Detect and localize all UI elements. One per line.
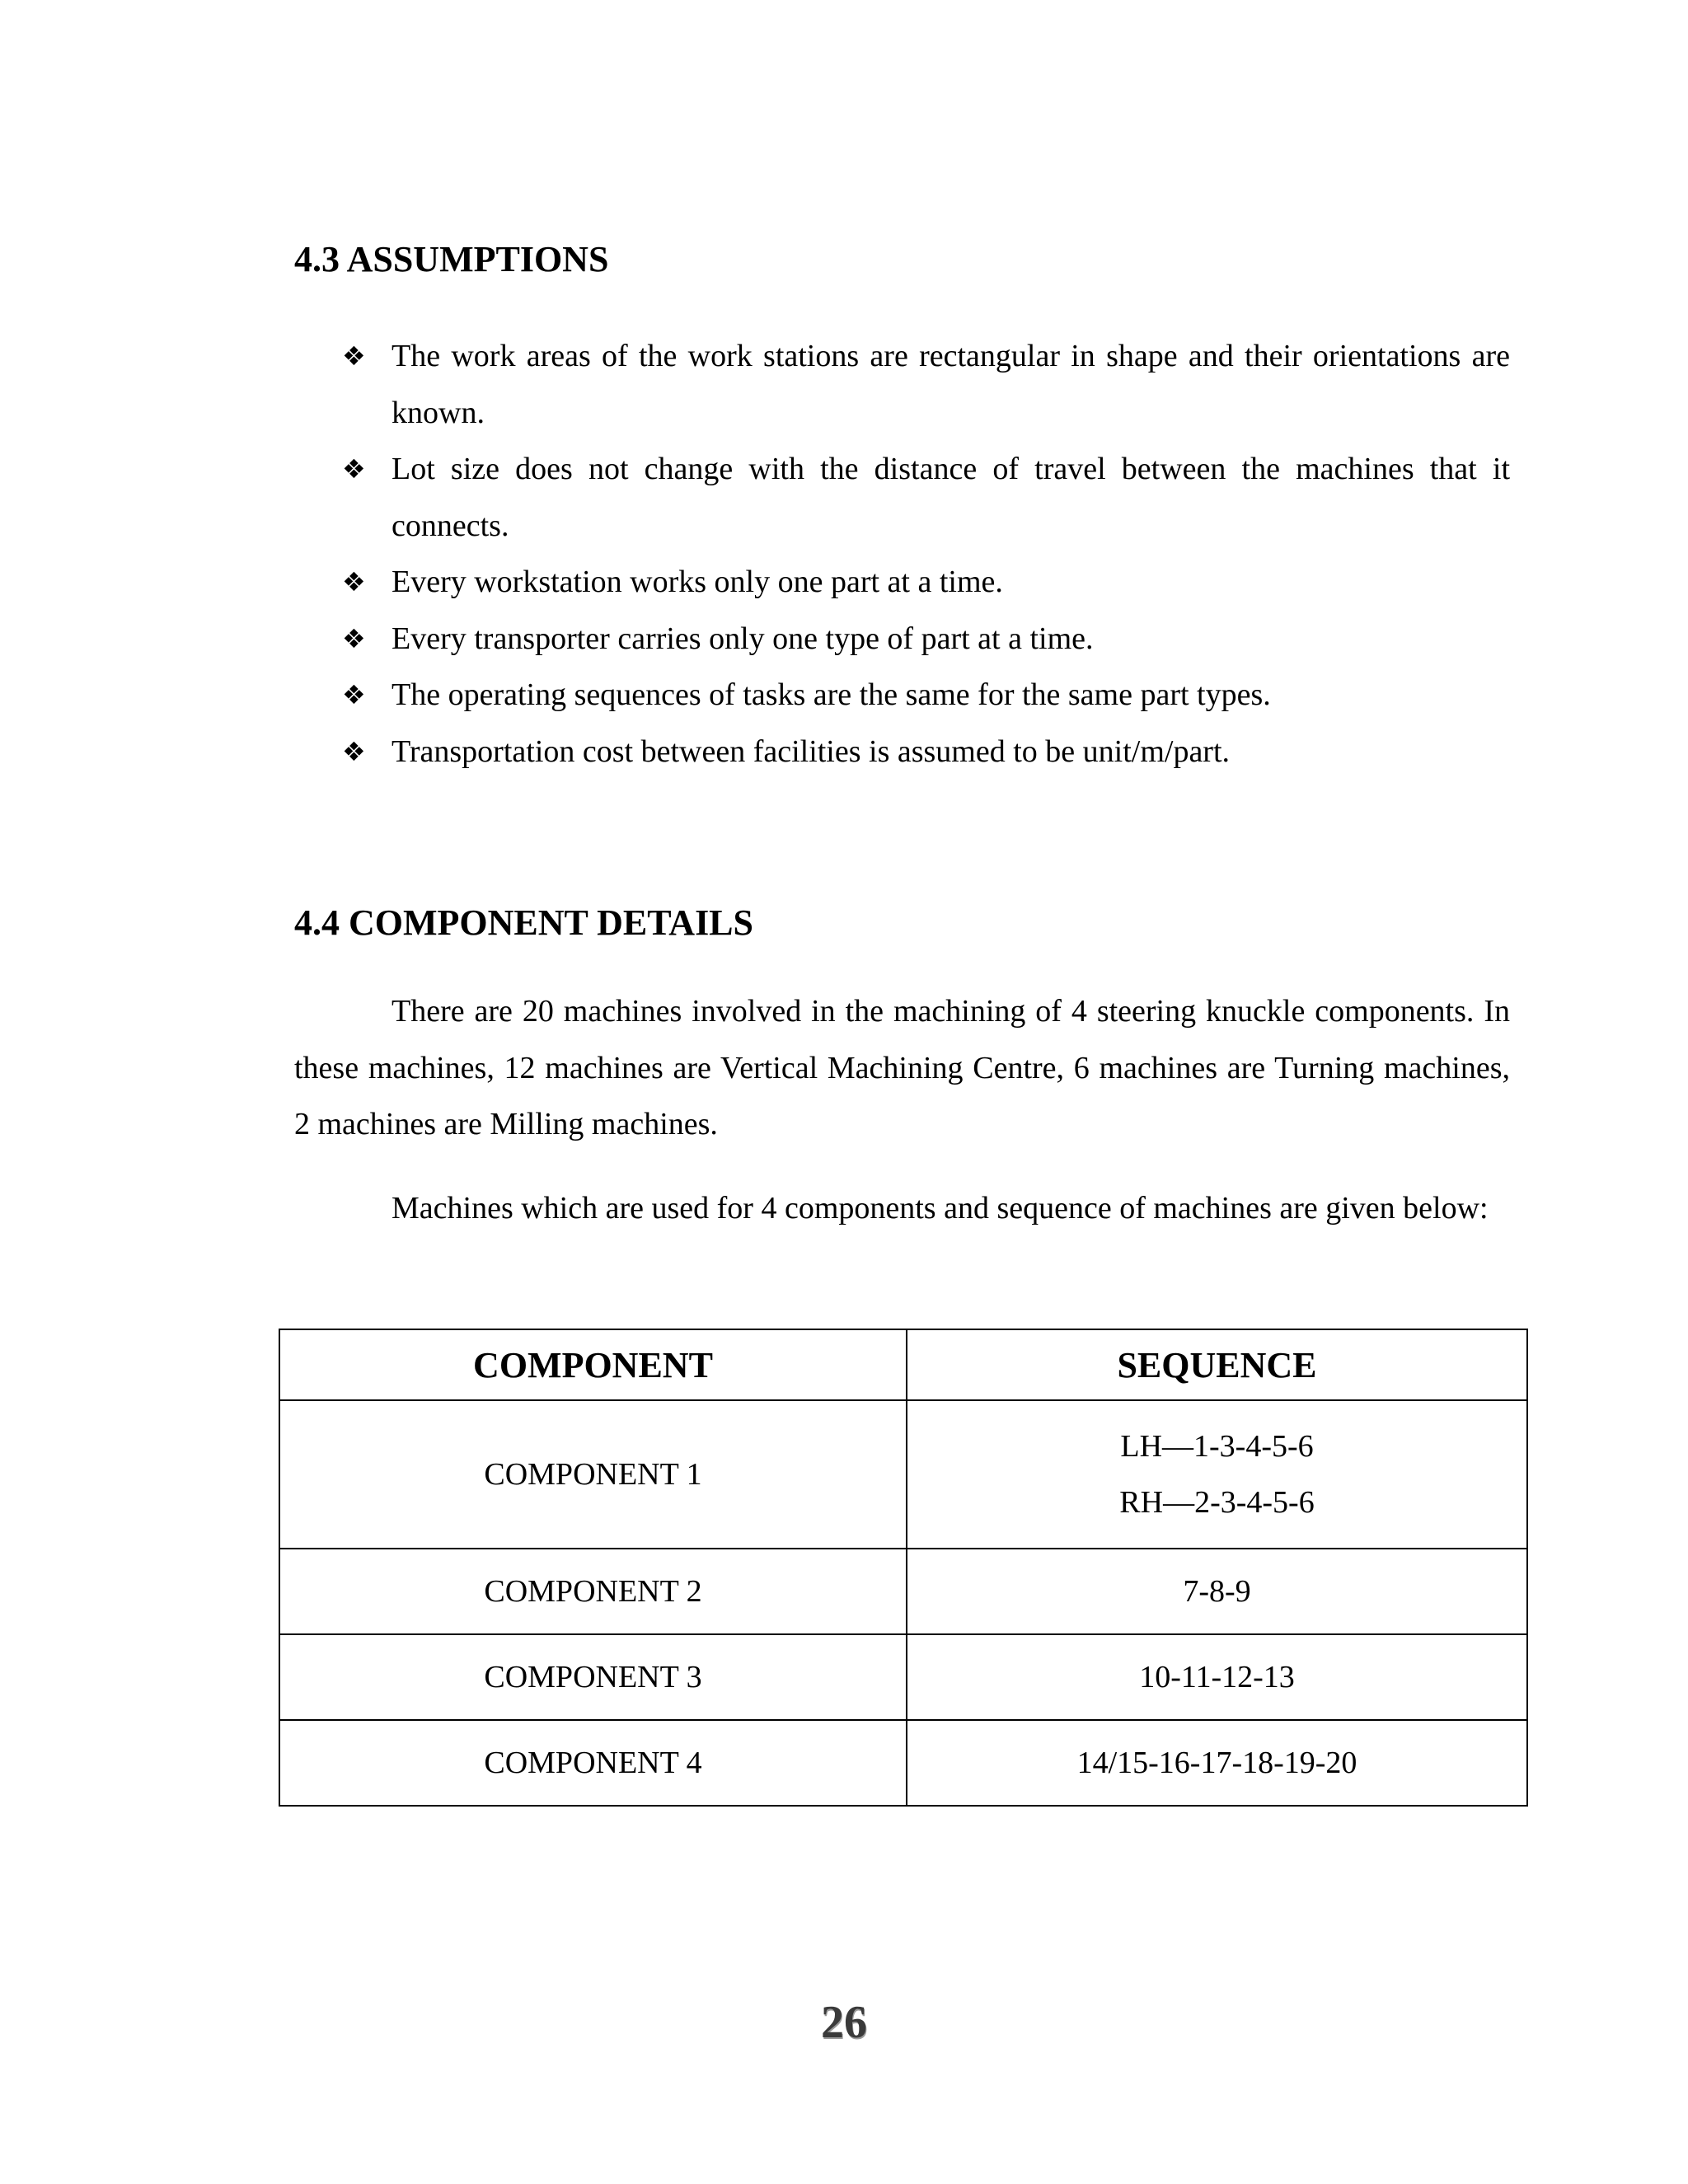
sequence-cell: 7-8-9 [907,1549,1527,1634]
list-item-text: Every transporter carries only one type of part at a time. [392,621,1094,656]
list-item [294,667,1510,724]
paragraph-machines-overview: There are 20 machines involved in the machining of 4 steering knuckle components. In these machines, 12 machines are Vertical Machining Centre, 6 machines are Turning machines, 2 machines are Milling machines. [294,994,1510,1141]
sequence-cell: 14/15-16-17-18-19-20 [907,1720,1527,1806]
table-header-row [279,1329,1527,1400]
diamond-bullet-icon: ❖ [342,622,366,654]
component-cell: COMPONENT 4 [279,1720,907,1806]
diamond-bullet-icon: ❖ [342,679,366,710]
list-item [294,554,1510,611]
component-cell: COMPONENT 1 [279,1400,907,1549]
diamond-bullet-icon: ❖ [342,735,366,767]
table-row [279,1720,1527,1806]
assumptions-list [294,328,1510,780]
page-number: 26 [821,1997,867,2048]
column-header-sequence: SEQUENCE [907,1329,1527,1400]
list-item [294,611,1510,668]
column-header-component: COMPONENT [279,1329,907,1400]
section-heading-component-details: 4.4 COMPONENT DETAILS [294,902,754,943]
component-cell: COMPONENT 3 [279,1634,907,1720]
section-heading-assumptions: 4.3 ASSUMPTIONS [294,239,609,279]
diamond-bullet-icon: ❖ [342,453,366,485]
component-sequence-table [279,1329,1528,1807]
diamond-bullet-icon: ❖ [342,566,366,598]
list-item [294,441,1510,554]
list-item-text: The operating sequences of tasks are the same for the same part types. [392,677,1271,712]
table-row [279,1634,1527,1720]
sequence-line-rh: RH—2-3-4-5-6 [1119,1485,1315,1520]
list-item-text: Transportation cost between facilities is assumed to be unit/m/part. [392,733,1231,769]
sequence-cell: 10-11-12-13 [907,1634,1527,1720]
table-row [279,1400,1527,1549]
list-item-text: Lot size does not change with the distance of travel between the machines that it connects. [392,452,1510,543]
sequence-line-lh: LH—1-3-4-5-6 [1120,1429,1314,1464]
table-row [279,1549,1527,1634]
paragraph-sequence-intro: Machines which are used for 4 components and sequence of machines are given below: [392,1191,1489,1226]
list-item [294,328,1510,441]
sequence-cell [907,1400,1527,1549]
list-item-text: The work areas of the work stations are rectangular in shape and their orientations are known. [392,339,1510,430]
diamond-bullet-icon: ❖ [342,340,366,372]
component-cell: COMPONENT 2 [279,1549,907,1634]
list-item [294,724,1510,780]
list-item-text: Every workstation works only one part at a time. [392,565,1003,599]
